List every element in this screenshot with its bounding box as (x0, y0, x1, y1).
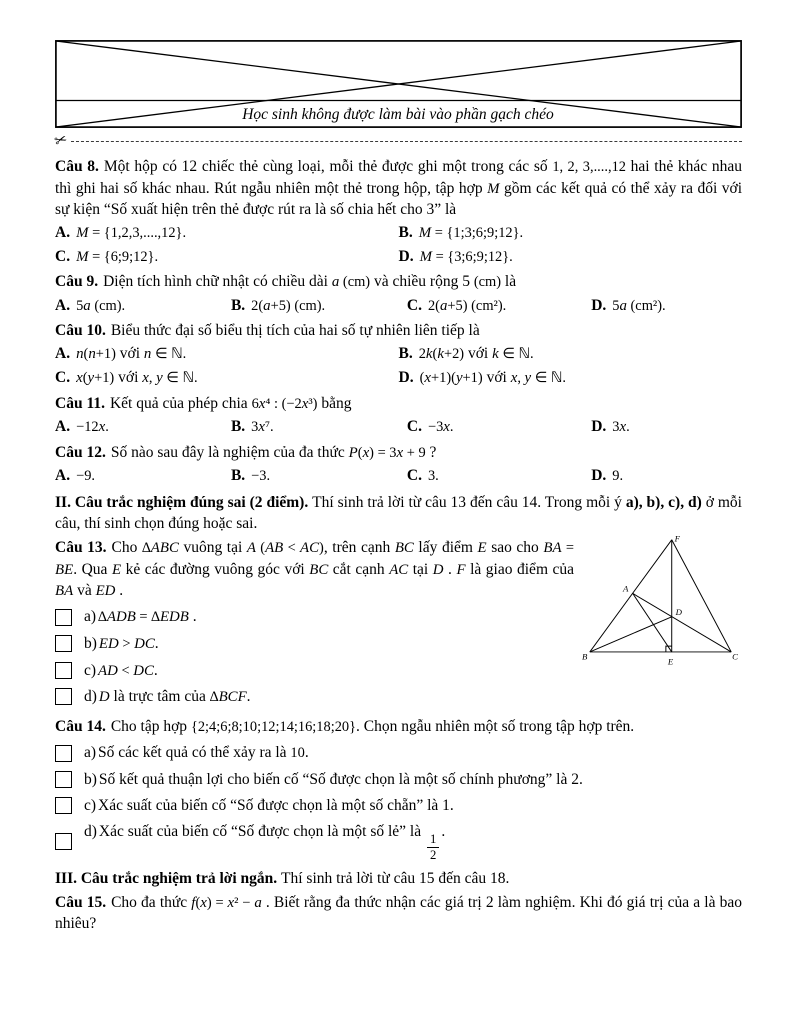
question-12-options (55, 464, 742, 488)
question-12 (55, 442, 742, 488)
option-b (399, 221, 743, 245)
option-c (55, 245, 399, 269)
statement-a (55, 606, 574, 628)
question-14-body: Cho tập hợp {2;4;6;8;10;12;14;16;18;20}. Chọn ngẫu nhiên một số trong tập hợp trên. (110, 717, 635, 735)
checkbox-c[interactable] (55, 662, 72, 679)
checkbox-b[interactable] (55, 635, 72, 652)
option-d (591, 415, 742, 439)
statement-a (55, 742, 742, 764)
question-15-text (55, 892, 742, 935)
statement-d-text (84, 821, 445, 863)
option-d (399, 366, 743, 390)
question-11-body: Kết quả của phép chia 6x⁴ : (−2x³) bằng (109, 394, 352, 412)
question-15 (55, 892, 742, 935)
question-8-body: Một hộp có 12 chiếc thẻ cùng loại, mỗi thẻ được ghi một trong các số 1, 2, 3,....,12 hai thẻ khác nhau thì ghi hai số khác nhau. Rút ngẫu nhiên một thẻ trong hộp, tập hợp M gồm các kết quả có thể xảy ra đối với sự kiện “Số xuất hiện trên thẻ được rút ra là số chia hết cho 3” là (55, 158, 742, 218)
dashed-line (71, 141, 742, 142)
statement-d-label: d) (84, 823, 97, 841)
option-a (55, 221, 399, 245)
option-d (591, 464, 742, 488)
question-9-label: Câu 9. (55, 273, 99, 291)
statement-b-text (84, 633, 159, 655)
option-c-label: C. (55, 369, 71, 387)
option-d (399, 245, 743, 269)
option-b-text: M = {1;3;6;9;12}. (418, 224, 524, 241)
statement-c-content: Xác suất của biến cố “Số được chọn là một số chẵn” là 1. (98, 797, 454, 815)
statement-c-text (84, 795, 454, 816)
segment-CF (672, 540, 731, 652)
statement-b-text (84, 769, 583, 790)
question-8-text (55, 156, 742, 220)
statement-a-content: ∆ADB = ∆EDB . (98, 608, 197, 626)
option-a-label: A. (55, 345, 71, 363)
statement-b-content: ED > DC. (98, 634, 159, 652)
point-label-F: F (674, 533, 681, 544)
statement-c (55, 795, 742, 816)
option-b (231, 464, 407, 488)
cut-line (52, 131, 742, 151)
option-d-label: D. (591, 296, 607, 314)
option-d-text: (x+1)(y+1) với x, y ∈ ℕ. (419, 369, 567, 387)
question-14-label: Câu 14. (55, 717, 106, 735)
option-b-label: B. (230, 296, 246, 314)
checkbox-a[interactable] (55, 745, 72, 762)
question-12-label: Câu 12. (55, 443, 106, 461)
option-c-text: 3. (427, 468, 439, 485)
option-c-label: C. (406, 467, 422, 485)
statement-d (55, 686, 742, 708)
statement-d (55, 821, 742, 863)
option-a-label: A. (55, 467, 71, 485)
statement-a-text (84, 606, 197, 628)
point-label-E: E (667, 656, 674, 667)
question-13-label: Câu 13. (55, 539, 107, 557)
statement-b (55, 633, 574, 655)
option-c-text: x(y+1) với x, y ∈ ℕ. (76, 369, 198, 387)
question-10-options (55, 342, 742, 389)
statement-b (55, 769, 742, 790)
option-d-text: 5a (cm²). (612, 297, 666, 314)
option-c (407, 464, 591, 488)
question-12-body: Số nào sau đây là nghiệm của đa thức P(x) = 3x + 9 ? (110, 443, 437, 461)
point-label-D: D (675, 607, 682, 618)
question-9-text (55, 271, 742, 293)
option-b-text: −3. (251, 468, 271, 485)
statement-a-content: Số các kết quả có thể xảy ra là 10. (98, 744, 309, 762)
question-11 (55, 393, 742, 439)
statement-c-content: AD < DC. (98, 661, 158, 679)
option-c (407, 415, 591, 439)
option-a-text: 5a (cm). (76, 297, 126, 314)
option-c-text: −3x. (427, 419, 454, 436)
statement-d-label: d) (84, 688, 97, 706)
question-8 (55, 156, 742, 268)
option-b-label: B. (398, 345, 413, 363)
option-a-text: −9. (76, 468, 96, 485)
scissors-icon: ✂ (52, 131, 70, 151)
section-3-heading: III. Câu trắc nghiệm trả lời ngắn. Thí sinh trả lời từ câu 15 đến câu 18. (55, 869, 510, 887)
option-b-text: 2(a+5) (cm). (251, 297, 326, 314)
statement-a-label: a) (84, 608, 97, 626)
statement-b-content: Số kết quả thuận lợi cho biến cố “Số được chọn là một số chính phương” là 2. (98, 770, 583, 788)
question-14 (55, 716, 742, 863)
checkbox-d[interactable] (55, 688, 72, 705)
statement-c-label: c) (84, 661, 97, 679)
option-d-label: D. (398, 247, 414, 265)
segment-BF (590, 540, 672, 652)
question-9 (55, 271, 742, 317)
statement-d-content: D là trực tâm của ∆BCF. (98, 688, 251, 706)
geometry-figure (582, 531, 740, 668)
option-b (231, 415, 407, 439)
question-10 (55, 320, 742, 389)
statement-b-label: b) (84, 634, 97, 652)
question-10-body: Biểu thức đại số biểu thị tích của hai số tự nhiên liên tiếp là (110, 322, 480, 340)
option-a-text: M = {1,2,3,....,12}. (76, 224, 187, 241)
checkbox-b[interactable] (55, 771, 72, 788)
statement-c (55, 660, 574, 682)
option-d (591, 294, 742, 318)
option-b-text: 3x⁷. (251, 419, 274, 436)
option-c (55, 366, 399, 390)
option-a (55, 342, 399, 366)
question-9-options (55, 294, 742, 318)
question-13 (55, 533, 742, 712)
option-b-text: 2k(k+2) với k ∈ ℕ. (418, 345, 534, 363)
option-a (55, 415, 231, 439)
statement-c-label: c) (84, 797, 97, 815)
option-d-text: M = {3;6;9;12}. (419, 248, 513, 265)
no-writing-notice: Học sinh không được làm bài vào phần gạch chéo (242, 106, 554, 123)
section-2-heading: II. Câu trắc nghiệm đúng sai (2 điểm). Thí sinh trả lời từ câu 13 đến câu 14. Trong mỗi ý a), b), c), d) ở mỗi câu, thí sinh chọn đúng hoặc sai. (55, 494, 742, 533)
question-12-text (55, 442, 742, 464)
option-b (231, 294, 407, 318)
statement-b-label: b) (84, 770, 97, 788)
option-c-label: C. (406, 296, 422, 314)
question-9-body: Diện tích hình chữ nhật có chiều dài a (cm) và chiều rộng 5 (cm) là (103, 273, 517, 291)
option-a-text: −12x. (76, 419, 109, 436)
option-b-label: B. (398, 223, 413, 241)
question-11-options (55, 415, 742, 439)
option-d-label: D. (591, 467, 607, 485)
statement-d-content: Xác suất của biến cố “Số được chọn là một số lẻ” là $\frac{1}{2}$ . (98, 823, 446, 863)
option-d-label: D. (398, 369, 414, 387)
option-a-label: A. (55, 223, 71, 241)
option-c (407, 294, 591, 318)
option-a-text: n(n+1) với n ∈ ℕ. (76, 345, 187, 363)
question-14-text (55, 716, 742, 738)
option-c-text: M = {6;9;12}. (76, 248, 159, 265)
question-15-label: Câu 15. (55, 893, 107, 911)
checkbox-c[interactable] (55, 797, 72, 814)
question-8-options (55, 221, 742, 268)
point-label-B: B (582, 651, 588, 662)
option-b (399, 342, 743, 366)
question-11-label: Câu 11. (55, 394, 105, 412)
question-10-text (55, 320, 742, 341)
question-15-body: Cho đa thức f(x) = x² − a . Biết rằng đa thức nhận các giá trị 2 làm nghiệm. Khi đó giá trị của a là bao nhiêu? (55, 893, 742, 933)
question-11-text (55, 393, 742, 415)
question-13-body: Cho ∆ABC vuông tại A (AB < AC), trên cạnh BC lấy điểm E sao cho BA = BE. Qua E kẻ các đường vuông góc với BC cắt cạnh AC tại D . F là giao điểm của BA và ED . (55, 539, 575, 600)
option-a-label: A. (55, 418, 71, 436)
point-label-A: A (622, 583, 629, 594)
option-b-label: B. (230, 418, 246, 436)
checkbox-d[interactable] (55, 833, 72, 850)
statement-a-label: a) (84, 744, 97, 762)
option-d-text: 3x. (612, 419, 630, 436)
segment-AE (633, 594, 672, 653)
option-a (55, 464, 231, 488)
question-8-label: Câu 8. (55, 158, 99, 175)
crossed-out-box (55, 40, 742, 128)
statement-d-text (84, 686, 251, 708)
question-10-label: Câu 10. (55, 322, 106, 340)
option-b-label: B. (230, 467, 246, 485)
statement-c-text (84, 660, 158, 682)
statement-a-text (84, 742, 309, 764)
option-c-label: C. (406, 418, 422, 436)
option-a-label: A. (55, 296, 71, 314)
option-c-label: C. (55, 247, 71, 265)
option-a (55, 294, 231, 318)
option-d-label: D. (591, 418, 607, 436)
segment-AC (633, 594, 731, 653)
option-d-text: 9. (612, 468, 624, 485)
point-label-C: C (732, 651, 739, 662)
option-c-text: 2(a+5) (cm²). (427, 297, 507, 314)
checkbox-a[interactable] (55, 609, 72, 626)
